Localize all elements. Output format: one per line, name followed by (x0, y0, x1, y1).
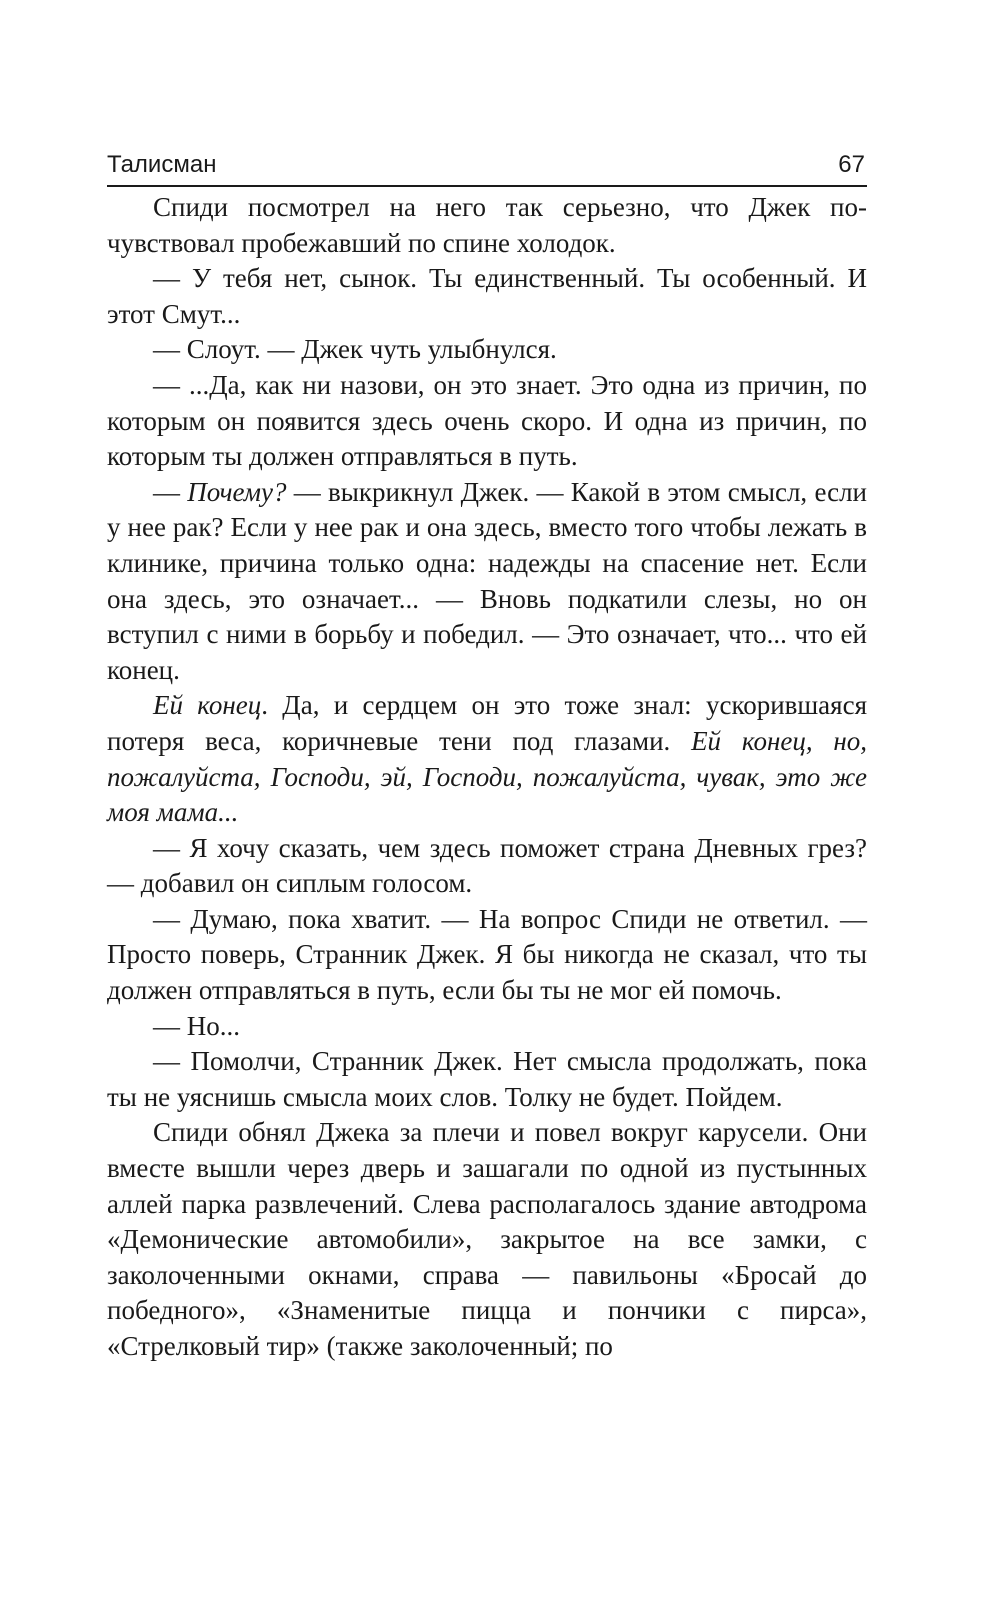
text-segment: — выкрикнул Джек. — Какой в этом смысл, если у нее рак? Если у нее рак и она здесь, вместо того чтобы лежать в клинике, причина только одна: надежды на спасение нет. Если она здесь, это означает... — Вновь подкатили слезы, но он вступил с ними в борьбу и победил. — Это означает, что... что ей конец. (107, 476, 868, 685)
book-title: Талисман (107, 151, 217, 178)
italic-text-segment: Почему? (187, 476, 287, 507)
paragraph (107, 190, 867, 261)
paragraph (107, 261, 867, 332)
paragraph (107, 1009, 867, 1045)
text-segment: . Да, и сердцем он это тоже знал: ускорившаяся потеря веса, коричневые тени под глазами. (107, 690, 867, 756)
paragraph (107, 688, 867, 830)
text-segment: — У тебя нет, сынок. Ты единственный. Ты особенный. И этот Смут... (107, 263, 867, 329)
paragraph (107, 1115, 867, 1364)
text-segment: — Но... (153, 1010, 240, 1041)
text-segment: — Слоут. — Джек чуть улыбнулся. (153, 334, 557, 365)
text-segment: Спиди посмотрел на него так серьезно, что Джек почувствовал пробежавший по спине холодок. (107, 192, 867, 258)
text-segment: — Думаю, пока хватит. — На вопрос Спиди не ответил. — Просто поверь, Странник Джек. Я бы никогда не сказал, что ты должен отправляться в путь, если бы ты не мог ей помочь. (107, 903, 867, 1006)
paragraph (107, 831, 867, 902)
italic-text-segment: Ей конец (153, 690, 262, 721)
text-segment: — ...Да, как ни назови, он это знает. Это одна из причин, по которым он появится здесь очень скоро. И одна из причин, по которым ты должен отправляться в путь. (107, 369, 867, 472)
page-number: 67 (838, 151, 865, 178)
text-segment: — Я хочу сказать, чем здесь поможет страна Дневных грез? — добавил он сиплым голосом. (107, 832, 867, 899)
body-text (107, 190, 867, 1365)
paragraph (107, 902, 867, 1009)
paragraph (107, 332, 867, 368)
paragraph (107, 1044, 867, 1115)
running-header (107, 145, 867, 187)
text-segment: Спиди обнял Джека за плечи и повел вокруг карусели. Они вместе вышли через дверь и зашагали по одной из пустынных аллей парка развлечений. Слева располагалось здание автодрома «Демонические автомобили», закрытое на все замки, с заколоченными окнами, справа — павильоны «Бросай до победного», «Знаменитые пицца и пончики с пирса», «Стрелковый тир» (также заколоченный; по (107, 1117, 867, 1361)
text-segment: — Помолчи, Странник Джек. Нет смысла продолжать, пока ты не уяснишь смысла моих слов. Толку не будет. Пойдем. (107, 1046, 867, 1112)
paragraph (107, 475, 867, 689)
paragraph (107, 368, 867, 475)
italic-text-segment: Ей конец, но, пожалуйста, Господи, эй, Господи, пожалуйста, чувак, это же моя мама... (107, 725, 867, 828)
text-segment: — (153, 476, 188, 507)
